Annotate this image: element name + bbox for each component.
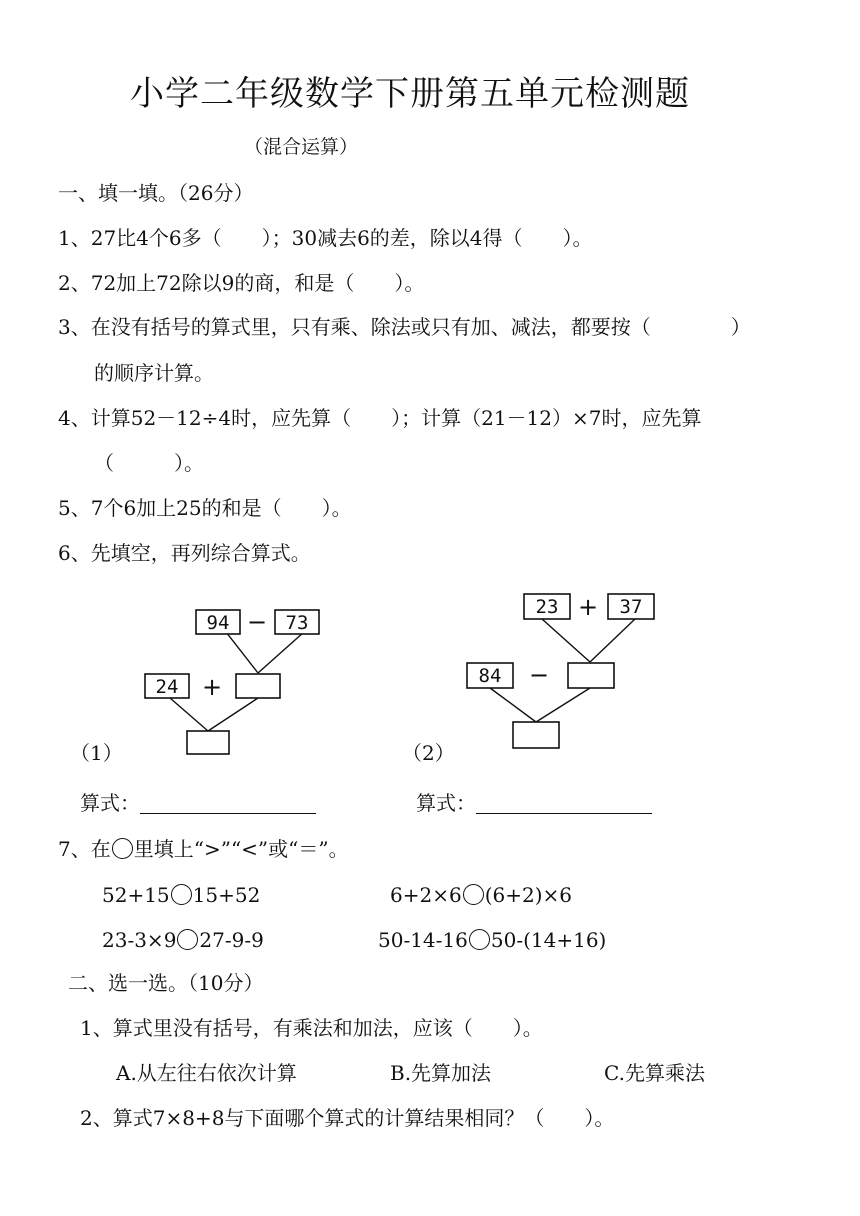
diagram1-formula: [80, 790, 316, 816]
question-1-3-line1: 3、在没有括号的算式里，只有乘、除法或只有加、减法，都要按（ ）: [58, 315, 751, 339]
question-1-4-line2: （ ）。: [94, 451, 204, 475]
compare-circle-2[interactable]: [463, 884, 484, 905]
diagram1-label: （1）: [70, 741, 123, 765]
question-1-7-suffix: 里填上“>”“<”或“＝”。: [133, 837, 349, 861]
circle-icon: [112, 838, 133, 859]
question-1-3-line2: 的顺序计算。: [94, 361, 214, 385]
section1-heading: 一、填一填。（26分）: [58, 181, 254, 205]
diagram2-formula-blank[interactable]: [476, 793, 652, 814]
compare-left: 50-14-16: [378, 928, 468, 952]
diagram-1: [145, 608, 319, 754]
compare-item-4: [378, 927, 606, 953]
compare-left: 23-3×9: [102, 928, 177, 952]
section2-heading: 二、选一选。（10分）: [68, 971, 264, 995]
compare-left: 6+2×6: [390, 883, 462, 907]
question-1-6: 6、先填空，再列综合算式。: [58, 541, 311, 565]
diagram1-top-left-value: 94: [206, 612, 230, 634]
diagram1-formula-label: 算式：: [80, 791, 140, 815]
diagram2-box-result[interactable]: [513, 722, 559, 748]
compare-right: 50-(14+16): [490, 928, 607, 952]
diagram1-formula-blank[interactable]: [140, 793, 316, 814]
compare-item-2: [390, 882, 572, 908]
compare-right: 27-9-9: [199, 928, 264, 952]
diagram1-mid-left-value: 24: [155, 676, 179, 698]
diagram1-mid-operator: +: [201, 673, 223, 701]
compare-circle-1[interactable]: [171, 884, 192, 905]
question-1-5: 5、7个6加上25的和是（ ）。: [58, 496, 352, 520]
question-1-7-prefix: 7、在: [58, 837, 111, 861]
compare-circle-3[interactable]: [177, 929, 198, 950]
compare-right: (6+2)×6: [484, 883, 572, 907]
option-b[interactable]: B.先算加法: [390, 1061, 492, 1085]
diagram2-label: （2）: [402, 741, 455, 765]
compare-left: 52+15: [102, 883, 170, 907]
diagram1-top-operator: −: [246, 608, 268, 636]
compare-circle-4[interactable]: [469, 929, 490, 950]
question-2-1: 1、算式里没有括号，有乘法和加法，应该（ ）。: [80, 1016, 543, 1040]
diagram2-top-operator: +: [577, 593, 599, 621]
diagram2-top-left-value: 23: [535, 596, 559, 618]
question-1-4-line1: 4、计算52－12÷4时，应先算（ ）；计算（21－12）×7时，应先算: [58, 406, 702, 430]
diagram2-mid-operator: −: [528, 661, 550, 689]
question-2-2: 2、算式7×8+8与下面哪个算式的计算结果相同？（ ）。: [80, 1106, 615, 1130]
option-c[interactable]: C.先算乘法: [604, 1061, 705, 1085]
question-1-7: [58, 836, 349, 862]
question-1-2: 2、72加上72除以9的商，和是（ ）。: [58, 271, 425, 295]
diagram2-mid-left-value: 84: [478, 665, 502, 687]
compare-right: 15+52: [192, 883, 261, 907]
diagram2-formula-label: 算式：: [416, 791, 476, 815]
compare-item-3: [102, 927, 264, 953]
page-subtitle: （混合运算）: [244, 136, 359, 158]
diagram2-box-mid-right[interactable]: [568, 663, 614, 688]
question-1-1: 1、27比4个6多（ ）；30减去6的差，除以4得（ ）。: [58, 226, 593, 250]
option-a[interactable]: A.从左往右依次计算: [116, 1061, 297, 1085]
compare-item-1: [102, 882, 260, 908]
diagram1-box-result[interactable]: [187, 731, 229, 754]
diagram-2: [467, 593, 654, 748]
diagram1-box-mid-right[interactable]: [236, 674, 280, 698]
diagram2-top-right-value: 37: [619, 596, 643, 618]
diagram1-top-right-value: 73: [285, 612, 309, 634]
page-title: 小学二年级数学下册第五单元检测题: [130, 74, 690, 114]
diagram2-formula: [416, 790, 652, 816]
